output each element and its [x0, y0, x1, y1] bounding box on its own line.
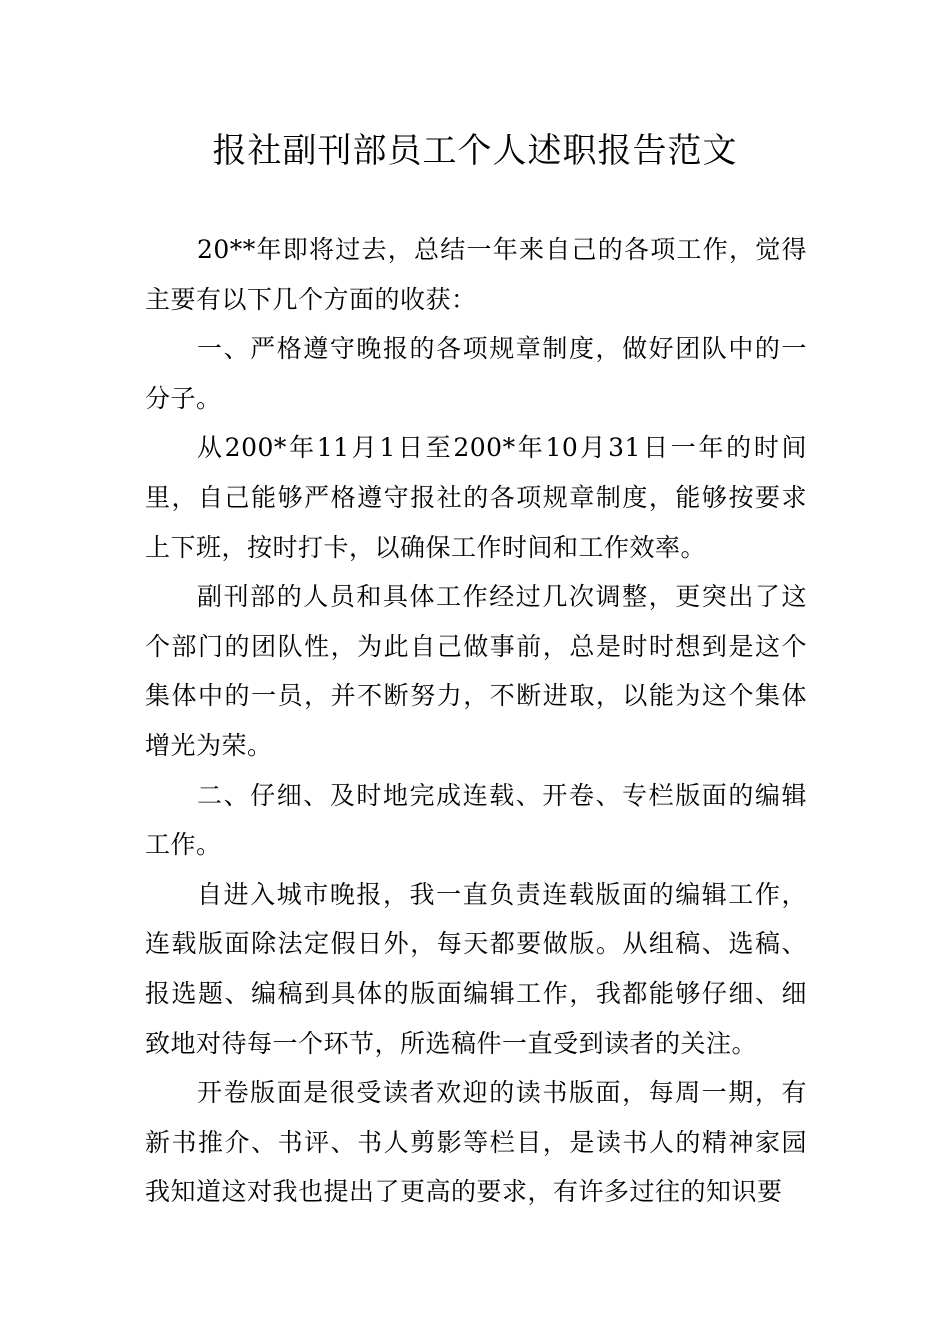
paragraph-intro: 20**年即将过去，总结一年来自己的各项工作，觉得主要有以下几个方面的收获：: [145, 235, 807, 314]
paragraph: 自进入城市晚报，我一直负责连载版面的编辑工作，连载版面除法定假日外，每天都要做版。从组稿、选稿、报选题、编稿到具体的版面编辑工作，我都能够仔细、细致地对待每一个环节，所选稿件一直受到读者的关注。: [145, 879, 807, 1058]
section-heading-1: 一、严格遵守晚报的各项规章制度，做好团队中的一分子。: [145, 334, 807, 413]
document-body: [145, 225, 807, 1217]
paragraph: 副刊部的人员和具体工作经过几次调整，更突出了这个部门的团队性，为此自己做事前，总是时时想到是这个集体中的一员，并不断努力，不断进取，以能为这个集体增光为荣。: [145, 582, 807, 760]
paragraph: 开卷版面是很受读者欢迎的读书版面，每周一期，有新书推介、书评、书人剪影等栏目，是读书人的精神家园我知道这对我也提出了更高的要求，有许多过往的知识要: [145, 1078, 807, 1207]
document-title: 报社副刊部员工个人述职报告范文: [212, 131, 738, 171]
paragraph: 从200*年11月1日至200*年10月31日一年的时间里，自己能够严格遵守报社的各项规章制度，能够按要求上下班，按时打卡，以确保工作时间和工作效率。: [145, 433, 807, 562]
section-heading-2: 二、仔细、及时地完成连载、开卷、专栏版面的编辑工作。: [145, 780, 807, 860]
